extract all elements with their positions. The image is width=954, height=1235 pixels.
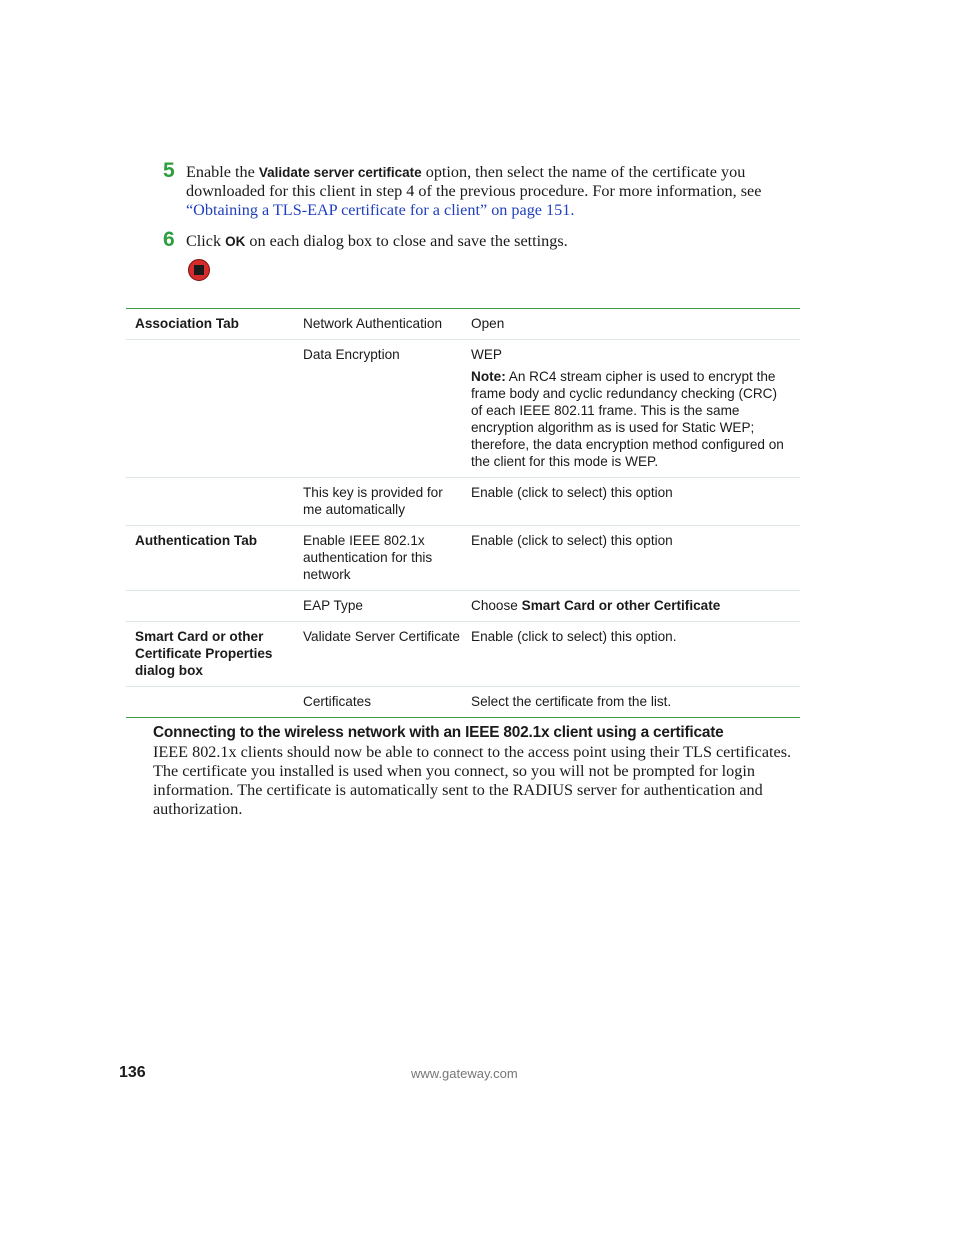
table-cell-setting: EAP Type [303,598,363,613]
step-text-part: on each dialog box to close and save the settings. [245,232,568,250]
table-cell-setting: Network Authentication [303,316,443,331]
note [471,368,790,470]
step-text [186,163,804,220]
ui-term: OK [225,234,246,249]
cross-reference-link[interactable]: “Obtaining a TLS-EAP certificate for a client” on page 151 [186,201,571,219]
table-cell-setting: Certificates [303,694,371,709]
table-cell-value [462,346,800,470]
table-cell-section [126,346,294,470]
table-cell-value: Select the certificate from the list. [471,694,672,709]
table-row [126,686,800,717]
table-cell-setting: Validate Server Certificate [303,629,460,644]
table-cell-section [126,597,294,614]
step-text-part: Enable the [186,163,259,181]
section-body: IEEE 802.1x clients should now be able to connect to the access point using their TLS certificates. The certificate you installed is used when you connect, so you will not be prompted for login information. The certificate is automatically sent to the RADIUS server for authentication and authorization. [153,743,792,818]
value-option: Smart Card or other Certificate [521,598,721,613]
table-row [126,621,800,686]
table-cell-setting: This key is provided for me automatically [303,485,443,517]
step-text-part: option, then select the name of the certificate you downloaded for this client in step 4 of the previous procedure. For more information, see [186,163,762,200]
step-text-part: Click [186,232,226,250]
table-cell-value: Enable (click to select) this option [471,533,673,548]
step-text-part: . [570,201,575,219]
table-cell-setting: Data Encryption [303,347,400,362]
note-label: Note: [471,369,506,384]
table-cell-setting: Enable IEEE 802.1x authentication for this network [303,533,433,582]
settings-table [126,308,800,718]
footer-url: www.gateway.com [411,1066,518,1081]
step-text [186,232,804,251]
table-cell-value: Enable (click to select) this option. [471,629,677,644]
table-cell-section: Authentication Tab [135,533,258,548]
table-cell-value: Open [471,316,505,331]
table-cell-value: Enable (click to select) this option [471,485,673,500]
page-number: 136 [119,1064,146,1081]
stop-icon [188,259,210,281]
value-text: WEP [471,347,502,362]
table-cell-section [126,693,294,710]
table-row [126,339,800,477]
note-text: An RC4 stream cipher is used to encrypt the frame body and cyclic redundancy checking (CRC) of each IEEE 802.11 frame. This is the same encryption algorithm as is used for Static WEP; therefore, the data encryption method configured on the client for this mode is WEP. [471,369,784,469]
value-prefix: Choose [471,598,522,613]
ui-term: Validate server certificate [258,165,422,180]
section-heading: Connecting to the wireless network with an IEEE 802.1x client using a certificate [153,724,724,741]
table-row [126,309,800,339]
table-row [126,525,800,590]
table-cell-section: Smart Card or other Certificate Properties dialog box [135,629,273,678]
step-number: 6 [163,228,175,251]
table-cell-value [462,597,800,614]
table-cell-section: Association Tab [135,316,239,331]
step-number: 5 [163,159,175,182]
table-row [126,477,800,525]
table-row [126,590,800,621]
table-cell-section [126,484,294,518]
